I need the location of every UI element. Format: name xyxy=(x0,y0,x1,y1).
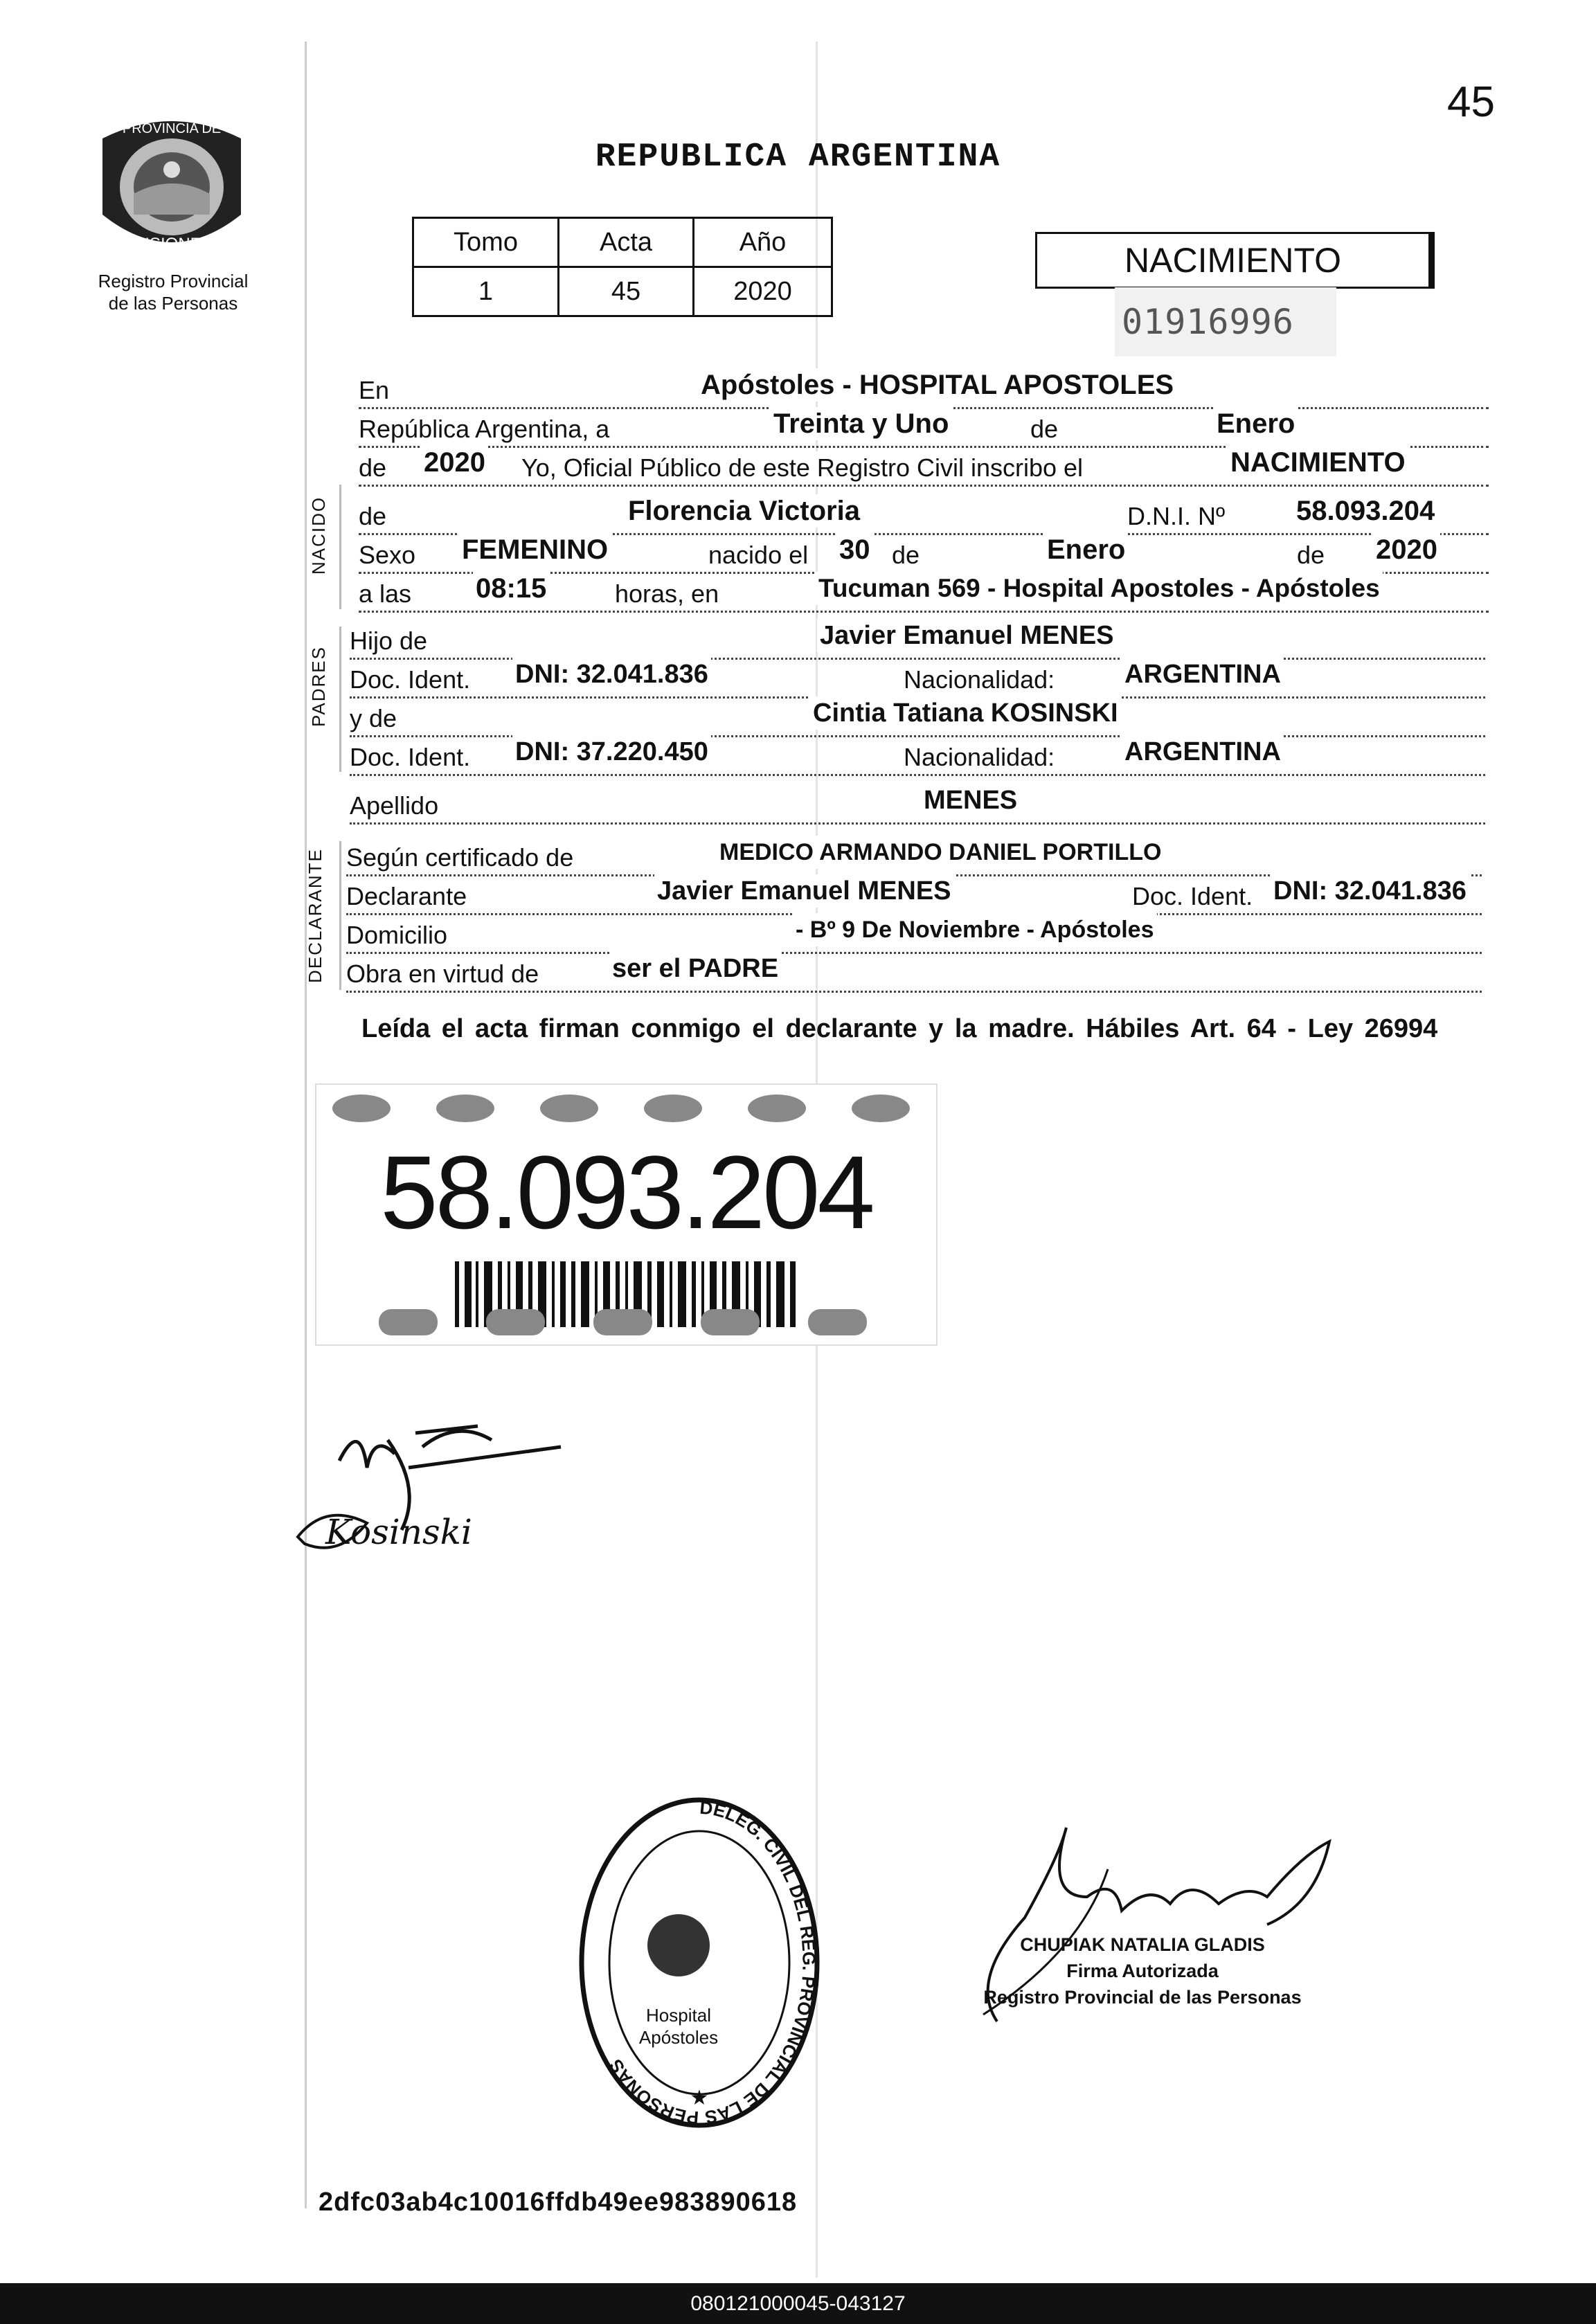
label-sexo: Sexo xyxy=(359,539,420,572)
value-name: Florencia Victoria xyxy=(625,494,863,528)
label-oficial: Yo, Oficial Público de este Registro Civil inscribo el xyxy=(521,451,1087,485)
value-inscribo: NACIMIENTO xyxy=(1228,446,1408,479)
closing-note: Leída el acta firman conmigo el declarante y la madre. Hábiles Art. 64 - Ley 26994 xyxy=(361,1014,1438,1043)
serial-number-stamp: 01916996 xyxy=(1115,287,1336,357)
label-birth-de: de xyxy=(892,539,924,572)
registry-table xyxy=(412,217,833,317)
row-sexo xyxy=(359,534,1489,574)
value-day: Treinta y Uno xyxy=(771,407,951,440)
value-birth-month: Enero xyxy=(1044,533,1128,566)
value-time: 08:15 xyxy=(473,572,549,605)
label-declarante: Declarante xyxy=(346,880,471,913)
value-mother-name: Cintia Tatiana KOSINSKI xyxy=(810,696,1121,730)
value-domicilio: - Bº 9 De Noviembre - Apóstoles xyxy=(793,913,1157,946)
misiones-coat-of-arms-logo xyxy=(82,111,262,263)
side-divider xyxy=(339,627,341,772)
label-hijo: Hijo de xyxy=(350,624,431,658)
row-mother-doc xyxy=(350,737,1485,776)
scan-fold-line xyxy=(305,42,307,2208)
label-apellido: Apellido xyxy=(350,789,442,822)
page-number: 45 xyxy=(1447,78,1495,126)
row-hora xyxy=(359,573,1489,613)
row-apellido xyxy=(350,786,1485,825)
header-acta: Acta xyxy=(559,218,694,267)
label-a-las: a las xyxy=(359,577,415,611)
logo-caption-line1: Registro Provincial xyxy=(98,271,249,291)
row-name xyxy=(359,496,1489,535)
row-oficial xyxy=(359,447,1489,487)
side-divider xyxy=(339,841,341,990)
logo-caption-line2: de las Personas xyxy=(108,293,238,314)
label-nac-mother: Nacionalidad: xyxy=(904,741,1059,774)
value-decl-doc: DNI: 32.041.836 xyxy=(1271,874,1469,908)
value-certificado: MEDICO ARMANDO DANIEL PORTILLO xyxy=(717,836,1164,869)
value-place: Tucuman 569 - Hospital Apostoles - Apóstoles xyxy=(816,572,1383,605)
value-obra: ser el PADRE xyxy=(609,952,781,985)
label-doc-mother: Doc. Ident. xyxy=(350,741,474,774)
value-dni: 58.093.204 xyxy=(1293,494,1437,528)
side-label-padres: PADRES xyxy=(308,646,329,727)
label-y-de: y de xyxy=(350,702,401,735)
value-mother-doc: DNI: 37.220.450 xyxy=(512,735,711,768)
value-apellido: MENES xyxy=(921,784,1020,817)
row-obra xyxy=(346,954,1482,993)
signature-declarant-mother xyxy=(284,1405,575,1585)
svg-text:PROVINCIA DE: PROVINCIA DE xyxy=(122,121,222,136)
svg-text:Kosinski: Kosinski xyxy=(325,1512,472,1552)
value-acta: 45 xyxy=(559,267,694,316)
header-ano: Año xyxy=(694,218,832,267)
hologram-pattern-bottom xyxy=(323,1305,929,1340)
label-horas: horas, en xyxy=(615,577,723,611)
row-declarante xyxy=(346,876,1482,915)
value-birth-day: 30 xyxy=(836,533,873,566)
label-nac-father: Nacionalidad: xyxy=(904,663,1059,696)
value-sexo: FEMENINO xyxy=(459,533,611,566)
label-name: de xyxy=(359,500,391,533)
value-mother-nationality: ARGENTINA xyxy=(1122,735,1284,768)
row-domicilio xyxy=(346,919,1482,954)
label-birth-de2: de xyxy=(1297,539,1329,572)
header-tomo: Tomo xyxy=(413,218,559,267)
document-title: REPUBLICA ARGENTINA xyxy=(595,138,1001,176)
record-type-box: NACIMIENTO xyxy=(1035,232,1431,289)
label-certificado: Según certificado de xyxy=(346,841,577,874)
value-ano: 2020 xyxy=(694,267,832,316)
svg-text:Apóstoles: Apóstoles xyxy=(638,2027,719,2048)
row-republica xyxy=(359,408,1489,448)
svg-text:DELEG. CIVIL DEL REG. PROVINCI: DELEG. CIVIL DEL REG. PROVINCIAL DE LAS PERSONAS xyxy=(604,1796,820,2129)
side-label-declarante: DECLARANTE xyxy=(305,848,325,983)
value-year: 2020 xyxy=(421,446,488,479)
authority-role: Firma Autorizada xyxy=(1066,1961,1219,1981)
svg-text:Hospital: Hospital xyxy=(646,2005,711,2026)
side-divider xyxy=(339,485,341,609)
document-hash: 2dfc03ab4c10016ffdb49ee983890618 xyxy=(319,2188,798,2217)
authority-block xyxy=(969,1931,1316,2010)
dni-big-number: 58.093.204 xyxy=(380,1134,872,1250)
value-en: Apóstoles - HOSPITAL APOSTOLES xyxy=(698,368,1176,402)
label-doc-father: Doc. Ident. xyxy=(350,663,474,696)
row-en xyxy=(359,370,1489,409)
value-declarante: Javier Emanuel MENES xyxy=(654,874,954,908)
value-tomo: 1 xyxy=(413,267,559,316)
value-father-doc: DNI: 32.041.836 xyxy=(512,658,711,691)
label-nacido-el: nacido el xyxy=(708,539,812,572)
svg-text:MISIONES: MISIONES xyxy=(131,235,213,253)
label-de-year: de xyxy=(359,451,391,485)
dni-label-sticker xyxy=(315,1083,938,1346)
registry-table-value-row xyxy=(413,267,832,316)
authority-office: Registro Provincial de las Personas xyxy=(983,1987,1302,2008)
logo-caption xyxy=(69,270,277,314)
label-decl-doc: Doc. Ident. xyxy=(1132,880,1257,913)
footer-code-bar: 080121000045-043127 xyxy=(0,2283,1596,2324)
value-month: Enero xyxy=(1214,407,1298,440)
side-label-nacido: NACIDO xyxy=(308,496,329,575)
label-domicilio: Domicilio xyxy=(346,919,451,952)
label-de: de xyxy=(1030,413,1062,446)
row-certificado xyxy=(346,841,1482,876)
row-hijo xyxy=(350,621,1485,660)
authority-name: CHUPIAK NATALIA GLADIS xyxy=(1020,1934,1265,1955)
row-mother xyxy=(350,699,1485,737)
label-republica: República Argentina, a xyxy=(359,413,613,446)
value-birth-year: 2020 xyxy=(1373,533,1440,566)
value-father-name: Javier Emanuel MENES xyxy=(817,619,1117,652)
label-dni: D.N.I. Nº xyxy=(1127,500,1229,533)
label-en: En xyxy=(359,374,393,407)
row-father-doc xyxy=(350,660,1485,699)
label-obra: Obra en virtud de xyxy=(346,957,543,991)
official-stamp xyxy=(575,1793,824,2132)
value-father-nationality: ARGENTINA xyxy=(1122,658,1284,691)
registry-table-header-row xyxy=(413,218,832,267)
svg-text:★: ★ xyxy=(690,2087,709,2109)
hologram-pattern-top xyxy=(330,1093,926,1128)
